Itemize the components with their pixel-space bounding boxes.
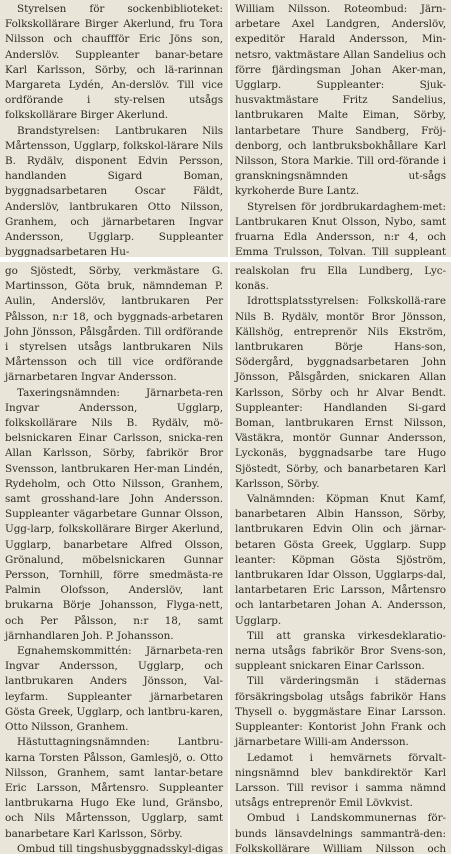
paragraph-valnamnden: Valnämnden: Köpman Knut Kamf, banarbetaren Albin Hansson, Sörby, lantbrukaren Edvin Olin och järnar-betaren Gösta Greek, Ugglarp. Supp leanter: Köpman Gösta Sjöström, lantbrukaren Idar Olsson, Ugglarps-dal, lantarbetaren Eric Larsson, Mårtensro och lantarbetaren Johan A. Andersson, Ugglarp. (235, 493, 446, 627)
clipping-bottom-right (230, 262, 451, 854)
clipping-top-left (0, 0, 228, 257)
paragraph-hastuttagningsnamnden: Hästuttagningsnämnden: Lantbru-karna Torsten Pålsson, Gamlesjö, o. Otto Nilsson, Granhem, samt lantar-betare Eric Larsson, Mårtensro. Suppleanter lantbrukarna Hugo Eke lund, Gränsbo, och Nils Mårtensson, Ugglarp, samt banarbetare Karl Karlsson, Sörby. (5, 736, 223, 840)
clipping-top-right (230, 0, 451, 257)
paragraph-taxeringsnamnden: Taxeringsnämnden: Järnarbeta-ren Ingvar Andersson, Ugglarp, folkskollärare Nils B. Rydälv, mö-belsnickaren Einar Carlsson, snicka-ren Allan Karlsson, Sörby, fabrikör Bror Svensson, lantbrukaren Her-man Lindén, Rydeholm, och Otto Nilsson, Granhem, samt grosshand-lare John Andersson. Suppleanter vägarbetare Gunnar Olsson, Ugg-larp, folkskollärare Birger Akerlund, Ugglarp, banarbetare Alfred Olsson, Grönalund, möbelsnickaren Gunnar Persson, Tornhill, förre smedmästa-re Palmin Olofsson, Anderslöv, lant brukarna Börje Johansson, Flyga-nett, och Per Pålsson, n:r 18, samt järnhandlaren Joh. P. Johansson. (5, 386, 223, 642)
paragraph-idrottsplatsstyrelsen: Idrottsplatsstyrelsen: Folkskollä-rare Nils B. Rydälv, montör Bror Jönsson, Källshög, entreprenör Nils Ekström, lantbrukaren Börje Hans-son, Södergård, byggnadsarbetaren John Jönsson, Pålsgården, snickaren Allan Karlsson, Sörby och hr Alvar Bendt. Suppleanter: Handlanden Si-gard Boman, lantbrukaren Ernst Nilsson, Västäkra, montör Gunnar Andersson, Lyckonäs, byggnadsarbe tare Hugo Sjöstedt, Sörby, och banarbetaren Karl Karlsson, Sörby. (235, 295, 446, 490)
paragraph-virkesdeklarationer: Till att granska virkesdeklaratio-nerna utsågs fabrikör Bror Svens-son, suppleant snickaren Einar Carlsson. (235, 629, 446, 673)
paragraph-sockenbiblioteket: Styrelsen för sockenbiblioteket: Folkskollärare Birger Akerlund, fru Tora Nilsson och chauffför Eric Jöns son, Anderslöv. Suppleanter banar-betare Karl Karlsson, Sörby, och lä-rarinnan Margareta Lydén, An-derslöv. Till vice ordförande i sty-relsen utsågs folkskollärare Birger Akerlund. (5, 3, 223, 122)
paragraph-realskolan-cont: realskolan fru Ella Lundberg, Lyc-konäs. (235, 265, 446, 293)
paragraph-egnahemskommitten: Egnahemskommittén: Järnarbeta-ren Ingvar Andersson, Ugglarp, och lantbrukaren Anders Jönsson, Val-leyfarm. Suppleanter järnarbetaren Gösta Greek, Ugglarp, och lantbru-karen, Otto Nilsson, Granhem. (5, 645, 223, 734)
paragraph-tingshus-ombud: Ombud till tingshusbyggnadsskyl-digas (17, 842, 223, 854)
paragraph-brandstyrelsen: Brandstyrelsen: Lantbrukaren Nils Mårtensson, Ugglarp, folkskol-lärare Nils B. Rydälv, disponent Edvin Persson, handlanden Sigard Boman, byggnadsarbetaren Oscar Fäldt, Anderslöv, lantbrukaren Otto Nilsson, Granhem, och järnarbetaren Ingvar Andersson, Ugglarp. Suppleanter byggnadsarbetaren Hu- (5, 124, 223, 257)
paragraph-brandstyrelsen-cont: go Sjöstedt, Sörby, verkmästare G. Martinsson, Göta bruk, nämndeman P. Aulin, Anderslöv, lantbrukaren Per Pålsson, n:r 18, och byggnads-arbetaren John Jönsson, Pålsgården. Till ordförande i styrelsen utsågs lantbrukaren Nils Mårtensson och till vice ordförande järnarbetaren Ingvar Andersson. (5, 265, 223, 384)
paragraph-jordbrukardaghem: Styrelsen för jordbrukardaghem-met: Lantbrukaren Knut Olsson, Nybo, samt fruarna Edla Andersson, n:r 4, och Emma Trulsson, Tolvan. Till suppleant (235, 200, 446, 257)
paragraph-landskommunernas-ombud: Ombud i Landskommunernas för-bunds länsavdelnings sammanträ-den: Folkskollärare William Nilsson och (235, 812, 446, 854)
clipping-bottom-left (0, 262, 228, 854)
paragraph-hemvarnet: Ledamot i hemvärnets förvalt-ningsnämnd blev bankdirektör Karl Larsson. Till revisor i samma nämnd utsågs entreprenör Emil Lövkvist. (235, 751, 446, 810)
paragraph-vardering: Till värderingsmän i städernas försäkringsbolag utsågs fabrikör Hans Thysell o. byggmästare Einar Larsson. Suppleanter: Kontorist John Frank och järnarbetare Willi-am Andersson. (235, 675, 446, 749)
paragraph-roteombud: William Nilsson. Roteombud: Järn-arbetare Axel Landgren, Anderslöv, expeditör Harald Andersson, Min-netsro, vaktmästare Allan Sandelius och förre fjärdingsman Johan Aker-man, Ugglarp. Suppleanter: Sjuk-husvaktmästare Fritz Sandelius, lantbrukaren Malte Eiman, Sörby, lantarbetare Thure Sandberg, Fröj-denborg, och lantbruksbokhållare Karl Nilsson, Stora Markie. Till ord-förande i granskningsnämnden ut-sågs kyrkoherde Bure Lantz. (235, 3, 446, 198)
